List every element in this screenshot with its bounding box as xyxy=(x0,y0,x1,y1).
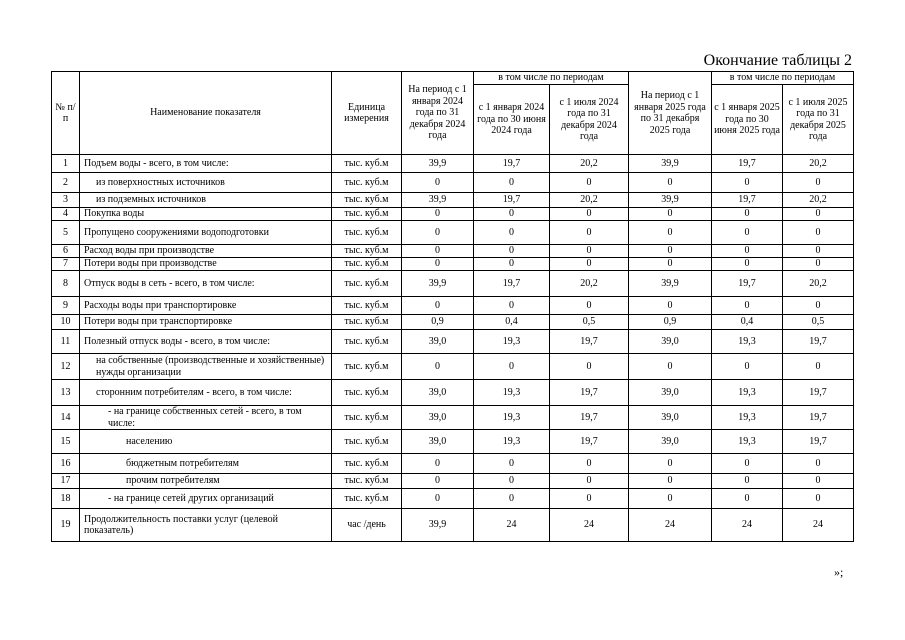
row-value: 0 xyxy=(402,221,474,245)
row-indicator-name: Расходы воды при транспортировке xyxy=(80,297,332,315)
row-value: 0 xyxy=(783,489,854,509)
row-value: 0 xyxy=(783,173,854,193)
row-value: 0 xyxy=(783,354,854,380)
table-row xyxy=(52,173,854,193)
row-value: 0 xyxy=(712,354,783,380)
table-row xyxy=(52,258,854,271)
table-row xyxy=(52,406,854,430)
row-value: 0 xyxy=(712,245,783,258)
table-row xyxy=(52,155,854,173)
table-row xyxy=(52,509,854,542)
row-unit: тыс. куб.м xyxy=(332,155,402,173)
row-value: 0 xyxy=(712,474,783,489)
row-value: 19,7 xyxy=(474,271,550,297)
row-number: 18 xyxy=(52,489,80,509)
row-value: 19,7 xyxy=(783,406,854,430)
table-row xyxy=(52,221,854,245)
row-value: 0 xyxy=(474,208,550,221)
row-value: 39,0 xyxy=(629,430,712,454)
row-value: 19,7 xyxy=(550,406,629,430)
row-value: 39,9 xyxy=(402,271,474,297)
row-unit: тыс. куб.м xyxy=(332,245,402,258)
row-number: 7 xyxy=(52,258,80,271)
row-value: 39,0 xyxy=(629,330,712,354)
row-value: 19,7 xyxy=(783,330,854,354)
row-value: 0 xyxy=(629,454,712,474)
row-value: 19,7 xyxy=(550,380,629,406)
row-value: 0 xyxy=(783,258,854,271)
row-value: 0 xyxy=(712,221,783,245)
data-table-wrapper xyxy=(51,71,853,542)
row-value: 0,9 xyxy=(629,315,712,330)
row-value: 0 xyxy=(550,489,629,509)
table-body xyxy=(52,155,854,542)
row-value: 0 xyxy=(550,208,629,221)
row-value: 0 xyxy=(783,454,854,474)
row-value: 0 xyxy=(550,474,629,489)
row-value: 0 xyxy=(550,354,629,380)
row-value: 39,0 xyxy=(402,406,474,430)
row-value: 24 xyxy=(550,509,629,542)
row-value: 0,4 xyxy=(712,315,783,330)
row-value: 0 xyxy=(402,489,474,509)
header-h2-2024: с 1 июля 2024 года по 31 декабря 2024 года xyxy=(550,85,629,155)
header-group-2025: в том числе по периодам xyxy=(712,72,854,85)
row-number: 11 xyxy=(52,330,80,354)
row-value: 39,9 xyxy=(402,193,474,208)
row-number: 17 xyxy=(52,474,80,489)
row-indicator-name: Потери воды при производстве xyxy=(80,258,332,271)
header-h1-2024: с 1 января 2024 года по 30 июня 2024 года xyxy=(474,85,550,155)
row-value: 39,9 xyxy=(402,155,474,173)
row-unit: тыс. куб.м xyxy=(332,173,402,193)
row-value: 0 xyxy=(550,221,629,245)
row-number: 19 xyxy=(52,509,80,542)
row-value: 24 xyxy=(712,509,783,542)
row-value: 0,5 xyxy=(550,315,629,330)
row-unit: тыс. куб.м xyxy=(332,315,402,330)
row-indicator-name: Полезный отпуск воды - всего, в том числе: xyxy=(80,330,332,354)
row-value: 0 xyxy=(783,297,854,315)
row-indicator-name: бюджетным потребителям xyxy=(80,454,332,474)
row-value: 19,3 xyxy=(474,406,550,430)
row-value: 0 xyxy=(712,454,783,474)
header-period-2025: На период с 1 января 2025 года по 31 декабря 2025 года xyxy=(629,72,712,155)
row-value: 0 xyxy=(783,208,854,221)
row-value: 0 xyxy=(629,173,712,193)
row-value: 0 xyxy=(629,258,712,271)
row-number: 12 xyxy=(52,354,80,380)
row-number: 1 xyxy=(52,155,80,173)
row-value: 0,5 xyxy=(783,315,854,330)
row-unit: тыс. куб.м xyxy=(332,430,402,454)
row-value: 39,9 xyxy=(629,193,712,208)
row-value: 0 xyxy=(402,297,474,315)
row-unit: тыс. куб.м xyxy=(332,454,402,474)
row-number: 8 xyxy=(52,271,80,297)
row-indicator-name: Пропущено сооружениями водоподготовки xyxy=(80,221,332,245)
row-indicator-name: прочим потребителям xyxy=(80,474,332,489)
row-value: 19,3 xyxy=(712,406,783,430)
row-value: 24 xyxy=(783,509,854,542)
row-value: 0 xyxy=(474,474,550,489)
row-number: 4 xyxy=(52,208,80,221)
row-value: 20,2 xyxy=(783,193,854,208)
row-value: 19,7 xyxy=(712,271,783,297)
table-row xyxy=(52,430,854,454)
table-row xyxy=(52,380,854,406)
table-row xyxy=(52,208,854,221)
row-value: 0 xyxy=(402,258,474,271)
row-value: 24 xyxy=(474,509,550,542)
row-value: 19,3 xyxy=(474,330,550,354)
row-number: 9 xyxy=(52,297,80,315)
row-unit: тыс. куб.м xyxy=(332,271,402,297)
row-unit: тыс. куб.м xyxy=(332,380,402,406)
row-indicator-name: Покупка воды xyxy=(80,208,332,221)
row-value: 0 xyxy=(474,258,550,271)
row-value: 0 xyxy=(550,297,629,315)
row-value: 39,0 xyxy=(629,406,712,430)
row-value: 19,3 xyxy=(474,430,550,454)
row-unit: тыс. куб.м xyxy=(332,258,402,271)
row-value: 0 xyxy=(629,221,712,245)
table-row xyxy=(52,193,854,208)
row-value: 19,3 xyxy=(474,380,550,406)
row-value: 0 xyxy=(783,245,854,258)
row-value: 0 xyxy=(712,173,783,193)
row-value: 0 xyxy=(783,221,854,245)
row-value: 20,2 xyxy=(550,155,629,173)
row-value: 0 xyxy=(783,474,854,489)
header-name: Наименование показателя xyxy=(80,72,332,155)
row-value: 0 xyxy=(629,245,712,258)
row-indicator-name: Продолжительность поставки услуг (целевой показатель) xyxy=(80,509,332,542)
row-value: 20,2 xyxy=(783,155,854,173)
row-value: 0 xyxy=(629,474,712,489)
row-value: 39,9 xyxy=(629,155,712,173)
row-number: 10 xyxy=(52,315,80,330)
row-value: 39,0 xyxy=(402,380,474,406)
row-unit: час /день xyxy=(332,509,402,542)
row-value: 19,7 xyxy=(783,380,854,406)
header-unit: Единица измерения xyxy=(332,72,402,155)
row-value: 19,7 xyxy=(474,155,550,173)
row-indicator-name: на собственные (производственные и хозяйственные) нужды организации xyxy=(80,354,332,380)
header-num: № п/п xyxy=(52,72,80,155)
row-value: 19,7 xyxy=(712,155,783,173)
row-value: 39,9 xyxy=(629,271,712,297)
row-indicator-name: из поверхностных источников xyxy=(80,173,332,193)
row-value: 0 xyxy=(712,208,783,221)
row-number: 13 xyxy=(52,380,80,406)
row-unit: тыс. куб.м xyxy=(332,193,402,208)
row-value: 0 xyxy=(629,489,712,509)
row-value: 39,0 xyxy=(629,380,712,406)
row-number: 2 xyxy=(52,173,80,193)
header-period-2024: На период с 1 января 2024 года по 31 декабря 2024 года xyxy=(402,72,474,155)
row-value: 0 xyxy=(402,245,474,258)
row-value: 19,7 xyxy=(550,330,629,354)
row-number: 3 xyxy=(52,193,80,208)
row-value: 0 xyxy=(402,474,474,489)
closing-mark: »; xyxy=(834,565,844,579)
row-value: 0 xyxy=(402,354,474,380)
row-number: 14 xyxy=(52,406,80,430)
row-unit: тыс. куб.м xyxy=(332,406,402,430)
table-row xyxy=(52,489,854,509)
table-row xyxy=(52,245,854,258)
row-value: 19,3 xyxy=(712,380,783,406)
row-value: 20,2 xyxy=(783,271,854,297)
row-indicator-name: - на границе собственных сетей - всего, в том числе: xyxy=(80,406,332,430)
row-value: 0 xyxy=(474,297,550,315)
row-unit: тыс. куб.м xyxy=(332,297,402,315)
table-row xyxy=(52,330,854,354)
row-indicator-name: из подземных источников xyxy=(80,193,332,208)
row-value: 0 xyxy=(402,173,474,193)
row-value: 39,0 xyxy=(402,330,474,354)
row-value: 0 xyxy=(474,454,550,474)
row-value: 0 xyxy=(402,454,474,474)
row-value: 19,3 xyxy=(712,430,783,454)
row-indicator-name: Отпуск воды в сеть - всего, в том числе: xyxy=(80,271,332,297)
row-value: 20,2 xyxy=(550,193,629,208)
header-h2-2025: с 1 июля 2025 года по 31 декабря 2025 года xyxy=(783,85,854,155)
row-value: 0 xyxy=(474,221,550,245)
table-row xyxy=(52,297,854,315)
row-value: 0 xyxy=(712,258,783,271)
row-value: 0 xyxy=(629,297,712,315)
row-value: 0 xyxy=(402,208,474,221)
row-value: 0 xyxy=(712,489,783,509)
row-value: 0 xyxy=(550,173,629,193)
row-value: 0 xyxy=(629,354,712,380)
row-value: 24 xyxy=(629,509,712,542)
row-value: 19,7 xyxy=(712,193,783,208)
row-indicator-name: населению xyxy=(80,430,332,454)
row-value: 0 xyxy=(474,173,550,193)
water-balance-table xyxy=(51,71,854,542)
table-row xyxy=(52,271,854,297)
header-group-2024: в том числе по периодам xyxy=(474,72,629,85)
table-row xyxy=(52,315,854,330)
row-value: 19,7 xyxy=(474,193,550,208)
table-row xyxy=(52,354,854,380)
row-number: 16 xyxy=(52,454,80,474)
row-value: 20,2 xyxy=(550,271,629,297)
row-value: 0 xyxy=(629,208,712,221)
row-value: 0 xyxy=(712,297,783,315)
row-value: 39,9 xyxy=(402,509,474,542)
row-value: 0 xyxy=(474,354,550,380)
row-value: 0,9 xyxy=(402,315,474,330)
row-value: 0 xyxy=(550,454,629,474)
table-row xyxy=(52,474,854,489)
header-h1-2025: с 1 января 2025 года по 30 июня 2025 года xyxy=(712,85,783,155)
row-number: 15 xyxy=(52,430,80,454)
row-value: 0 xyxy=(550,258,629,271)
row-number: 6 xyxy=(52,245,80,258)
table-row xyxy=(52,454,854,474)
row-unit: тыс. куб.м xyxy=(332,330,402,354)
row-indicator-name: сторонним потребителям - всего, в том числе: xyxy=(80,380,332,406)
row-unit: тыс. куб.м xyxy=(332,474,402,489)
row-indicator-name: Потери воды при транспортировке xyxy=(80,315,332,330)
row-unit: тыс. куб.м xyxy=(332,208,402,221)
row-indicator-name: Подъем воды - всего, в том числе: xyxy=(80,155,332,173)
row-value: 0 xyxy=(474,489,550,509)
row-unit: тыс. куб.м xyxy=(332,489,402,509)
row-value: 0 xyxy=(550,245,629,258)
row-unit: тыс. куб.м xyxy=(332,354,402,380)
row-value: 19,7 xyxy=(550,430,629,454)
row-value: 0,4 xyxy=(474,315,550,330)
row-value: 39,0 xyxy=(402,430,474,454)
row-unit: тыс. куб.м xyxy=(332,221,402,245)
row-indicator-name: - на границе сетей других организаций xyxy=(80,489,332,509)
table-caption: Окончание таблицы 2 xyxy=(703,52,852,69)
row-indicator-name: Расход воды при производстве xyxy=(80,245,332,258)
row-number: 5 xyxy=(52,221,80,245)
row-value: 19,7 xyxy=(783,430,854,454)
row-value: 0 xyxy=(474,245,550,258)
row-value: 19,3 xyxy=(712,330,783,354)
